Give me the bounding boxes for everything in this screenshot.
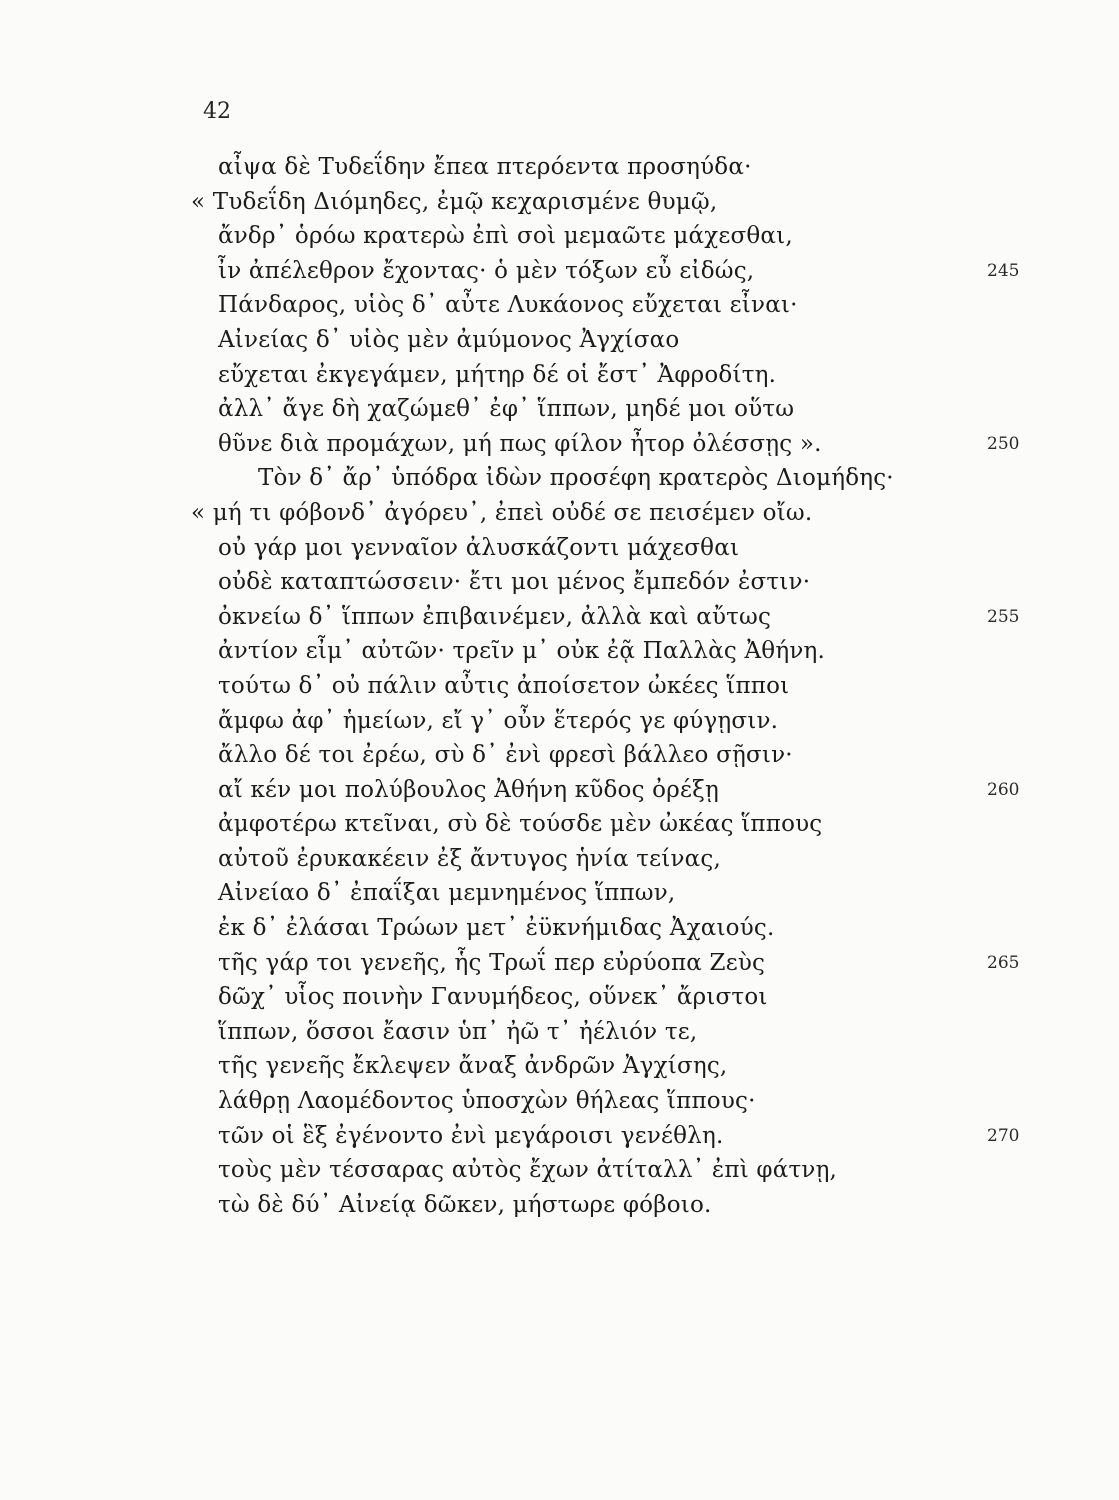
verse-line [0,150,1119,185]
verse-line [0,1049,1119,1084]
verse-text: αὐτοῦ ἐρυκακέειν ἐξ ἄντυγος ἡνία τείνας, [218,845,721,872]
verse-line [0,219,1119,254]
verse-text: ἀντίον εἶμ᾽ αὐτῶν· τρεῖν μ᾽ οὐκ ἐᾷ Παλλὰς Ἀθήνη. [218,638,825,665]
verse-line [0,634,1119,669]
verse-text: ἄνδρ᾽ ὁρόω κρατερὼ ἐπὶ σοὶ μεμαῶτε μάχεσθαι, [218,223,793,250]
verse-line [0,1015,1119,1050]
verse-text: « Τυδεΐδη Διόμηδες, ἐμῷ κεχαρισμένε θυμῷ, [191,188,718,215]
verse-line [0,1119,1119,1154]
verse-text: αἶψα δὲ Τυδεΐδην ἔπεα πτερόεντα προσηύδα· [218,154,752,180]
verse-text: τὼ δὲ δύ᾽ Αἰνείᾳ δῶκεν, μήστωρε φόβοιο. [218,1191,712,1218]
verse-line [0,254,1119,289]
verse-line [0,911,1119,946]
verse-line [0,773,1119,808]
verse-line [0,807,1119,842]
verse-text: τῆς γενεῆς ἔκλεψεν ἄναξ ἀνδρῶν Ἀγχίσης, [218,1053,728,1080]
verse-line [0,323,1119,358]
verse-text: ἄμφω ἀφ᾽ ἡμείων, εἴ γ᾽ οὖν ἕτερός γε φύγῃσιν. [218,707,779,734]
page-number: 42 [203,99,231,124]
verse-line [0,876,1119,911]
line-number: 250 [987,433,1020,454]
verse-text: Πάνδαρος, υἱὸς δ᾽ αὖτε Λυκάονος εὔχεται εἶναι· [218,292,798,319]
verse-line [0,1188,1119,1223]
verse-text: « μή τι φόβονδ᾽ ἀγόρευ᾽, ἐπεὶ οὐδέ σε πεισέμεν οἴω. [191,499,813,526]
verse-line [0,980,1119,1015]
verse-text: Αἰνείαο δ᾽ ἐπαΐξαι μεμνημένος ἵππων, [218,880,676,907]
verse-line [0,669,1119,704]
verse-text: δῶχ᾽ υἷος ποινὴν Γανυμήδεος, οὕνεκ᾽ ἄριστοι [218,984,768,1011]
verse-text: ἐκ δ᾽ ἐλάσαι Τρώων μετ᾽ ἐϋκνήμιδας Ἀχαιούς. [218,915,775,942]
verse-text: Αἰνείας δ᾽ υἱὸς μὲν ἀμύμονος Ἀγχίσαο [218,326,680,353]
verse-line [0,704,1119,739]
verse-line [0,531,1119,566]
verse-text: τούτω δ᾽ οὐ πάλιν αὖτις ἀποίσετον ὠκέες ἵπποι [218,672,790,699]
line-number: 265 [987,952,1020,973]
verse-line [0,358,1119,393]
verse-line [0,427,1119,462]
verse-block [0,150,1119,1222]
verse-line [0,946,1119,981]
verse-line [0,1153,1119,1188]
verse-text: ἄλλο δέ τοι ἐρέω, σὺ δ᾽ ἐνὶ φρεσὶ βάλλεο σῇσιν· [218,742,793,769]
verse-line [0,392,1119,427]
verse-text: Τὸν δ᾽ ἄρ᾽ ὑπόδρα ἰδὼν προσέφη κρατερὸς Διομήδης· [258,465,894,492]
verse-text: θῦνε διὰ προμάχων, μή πως φίλον ἦτορ ὀλέσσῃς ». [218,430,822,457]
verse-text: τῆς γάρ τοι γενεῆς, ἧς Τρωΐ περ εὐρύοπα Ζεὺς [218,949,766,976]
verse-line [0,461,1119,496]
verse-text: τοὺς μὲν τέσσαρας αὐτὸς ἔχων ἀτίταλλ᾽ ἐπὶ φάτνῃ, [218,1157,838,1184]
verse-line [0,288,1119,323]
verse-text: οὐδὲ καταπτώσσειν· ἔτι μοι μένος ἔμπεδόν ἐστιν· [218,569,811,596]
line-number: 260 [987,779,1020,800]
verse-text: αἴ κέν μοι πολύβουλος Ἀθήνη κῦδος ὀρέξῃ [218,776,719,803]
verse-text: οὐ γάρ μοι γενναῖον ἀλυσκάζοντι μάχεσθαι [218,534,740,561]
verse-text: εὔχεται ἐκγεγάμεν, μήτηρ δέ οἱ ἔστ᾽ Ἀφροδίτη. [218,361,777,388]
line-number: 245 [987,260,1020,281]
verse-text: ἀλλ᾽ ἄγε δὴ χαζώμεθ᾽ ἐφ᾽ ἵππων, μηδέ μοι οὕτω [218,396,795,423]
verse-line [0,185,1119,220]
verse-text: ἵππων, ὅσσοι ἔασιν ὑπ᾽ ἠῶ τ᾽ ἠέλιόν τε, [218,1018,698,1045]
verse-line [0,1084,1119,1119]
verse-line [0,496,1119,531]
verse-line [0,842,1119,877]
verse-text: λάθρῃ Λαομέδοντος ὑποσχὼν θήλεας ἵππους· [218,1088,756,1115]
verse-text: ὀκνείω δ᾽ ἵππων ἐπιβαινέμεν, ἀλλὰ καὶ αὔτως [218,603,772,630]
verse-line [0,600,1119,635]
verse-line [0,565,1119,600]
line-number: 270 [987,1125,1020,1146]
verse-text: τῶν οἱ ἓξ ἐγένοντο ἐνὶ μεγάροισι γενέθλη. [218,1122,724,1149]
line-number: 255 [987,606,1020,627]
verse-text: ἀμφοτέρω κτεῖναι, σὺ δὲ τούσδε μὲν ὠκέας ἵππους [218,811,823,838]
verse-line [0,738,1119,773]
verse-text: ἶν ἀπέλεθρον ἔχοντας· ὁ μὲν τόξων εὖ εἰδώς, [218,257,755,284]
